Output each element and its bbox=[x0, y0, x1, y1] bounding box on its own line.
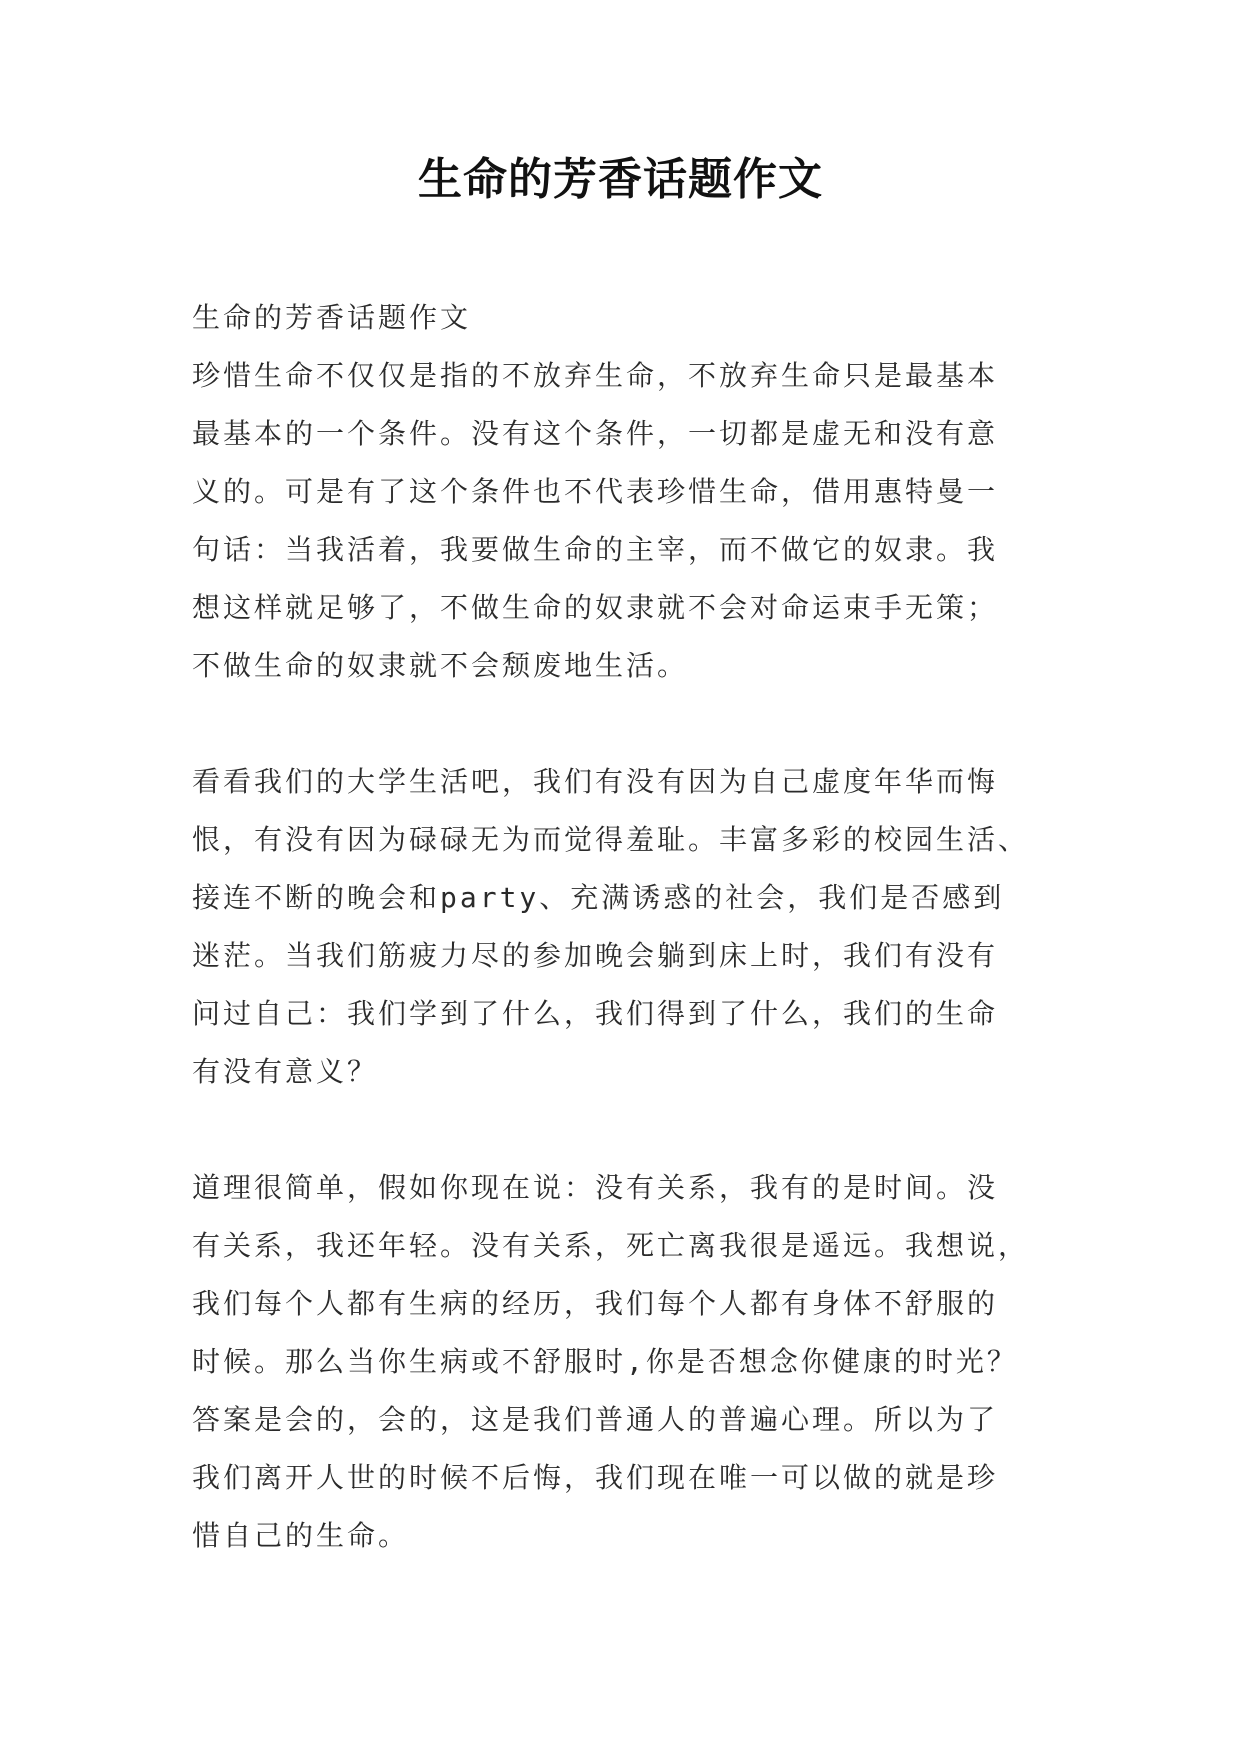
paragraph-line: 最基本的一个条件。没有这个条件，一切都是虚无和没有意 bbox=[192, 417, 999, 450]
paragraph-line: 想这样就足够了，不做生命的奴隶就不会对命运束手无策； bbox=[192, 591, 999, 624]
paragraph-3 bbox=[192, 1159, 1072, 1565]
paragraph-2 bbox=[192, 753, 1072, 1101]
paragraph-line: 我们离开人世的时候不后悔，我们现在唯一可以做的就是珍 bbox=[192, 1461, 999, 1494]
paragraph-line: 句话：当我活着，我要做生命的主宰，而不做它的奴隶。我 bbox=[192, 533, 999, 566]
paragraph-line: 时候。那么当你生病或不舒服时,你是否想念你健康的时光？ bbox=[192, 1345, 1018, 1378]
paragraph-line: 答案是会的，会的，这是我们普通人的普遍心理。所以为了 bbox=[192, 1403, 999, 1436]
document-title: 生命的芳香话题作文 bbox=[418, 154, 823, 205]
paragraph-line: 不做生命的奴隶就不会颓废地生活。 bbox=[192, 649, 689, 682]
paragraph-line: 珍惜生命不仅仅是指的不放弃生命，不放弃生命只是最基本 bbox=[192, 359, 999, 392]
document-body bbox=[192, 289, 1072, 1565]
paragraph-line: 义的。可是有了这个条件也不代表珍惜生命，借用惠特曼一 bbox=[192, 475, 999, 508]
paragraph-line: 接连不断的晚会和party、充满诱惑的社会，我们是否感到 bbox=[192, 881, 1005, 914]
paragraph-line: 问过自己：我们学到了什么，我们得到了什么，我们的生命 bbox=[192, 997, 999, 1030]
paragraph-line: 有没有意义？ bbox=[192, 1055, 379, 1088]
paragraph-line: 道理很简单，假如你现在说：没有关系，我有的是时间。没 bbox=[192, 1171, 999, 1204]
paragraph-line: 有关系，我还年轻。没有关系，死亡离我很是遥远。我想说， bbox=[192, 1229, 1030, 1262]
paragraph-line: 惜自己的生命。 bbox=[192, 1519, 410, 1552]
paragraph-line: 迷茫。当我们筋疲力尽的参加晚会躺到床上时，我们有没有 bbox=[192, 939, 999, 972]
paragraph-line: 我们每个人都有生病的经历，我们每个人都有身体不舒服的 bbox=[192, 1287, 999, 1320]
paragraph-line: 恨，有没有因为碌碌无为而觉得羞耻。丰富多彩的校园生活、 bbox=[192, 823, 1030, 856]
paragraph-line: 看看我们的大学生活吧，我们有没有因为自己虚度年华而悔 bbox=[192, 765, 999, 798]
document-subtitle: 生命的芳香话题作文 bbox=[192, 301, 472, 334]
paragraph-1 bbox=[192, 347, 1072, 695]
